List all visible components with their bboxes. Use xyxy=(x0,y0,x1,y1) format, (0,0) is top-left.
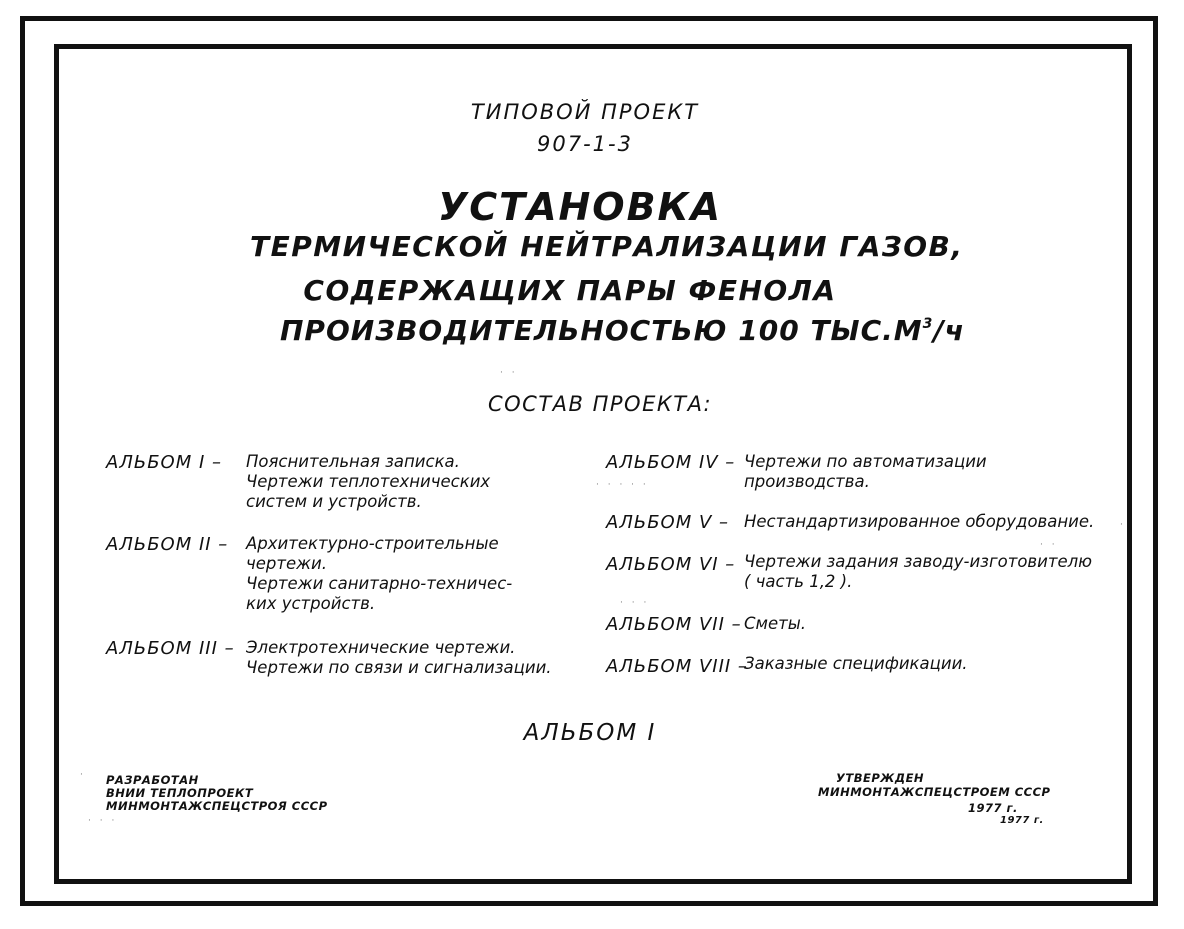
album-5-label: АЛЬБОМ V – xyxy=(606,512,730,533)
project-number: 907-1-3 xyxy=(537,132,633,156)
album-1-line: Чертежи теплотехнических xyxy=(246,472,491,491)
album-1-description xyxy=(246,452,490,512)
album-1-line: систем и устройств. xyxy=(246,492,422,511)
album-8-label: АЛЬБОМ VIII – xyxy=(606,656,748,677)
scan-speckle: · · · xyxy=(620,598,650,608)
scan-speckle: · xyxy=(80,770,86,780)
album-5-description xyxy=(744,512,1094,532)
album-7-label: АЛЬБОМ VII – xyxy=(606,614,742,635)
approved-line1: УТВЕРЖДЕН xyxy=(836,771,925,785)
album-4-description xyxy=(744,452,987,492)
project-capacity xyxy=(280,314,965,347)
capacity-text: ПРОИЗВОДИТЕЛЬНОСТЬЮ 100 ТЫС.М xyxy=(280,314,923,347)
album-6-line: Чертежи задания заводу-изготовителю xyxy=(744,552,1093,571)
album-3-description xyxy=(246,638,552,678)
album-6-line: ( часть 1,2 ). xyxy=(744,572,853,591)
capacity-unit: /ч xyxy=(933,314,965,347)
album-2-description xyxy=(246,534,512,614)
composition-title: СОСТАВ ПРОЕКТА: xyxy=(487,392,713,416)
album-6-label: АЛЬБОМ VI – xyxy=(606,554,736,575)
album-3-line: Электротехнические чертежи. xyxy=(246,638,516,657)
scan-speckle: · · · xyxy=(88,816,118,826)
album-2-line: чертежи. xyxy=(246,554,327,573)
album-3-label: АЛЬБОМ III – xyxy=(106,638,235,659)
approved-line2: МИНМОНТАЖСПЕЦСТРОЕМ СССР xyxy=(818,785,1051,799)
album-7-description xyxy=(744,614,806,634)
album-2-line: Архитектурно-строительные xyxy=(246,534,499,553)
album-5-line: Нестандартизированное оборудование. xyxy=(744,512,1095,531)
developed-block xyxy=(106,774,328,813)
developed-line: МИНМОНТАЖСПЕЦСТРОЯ СССР xyxy=(106,799,328,813)
current-album: АЛЬБОМ I xyxy=(523,720,657,746)
developed-line: ВНИИ ТЕПЛОПРОЕКТ xyxy=(106,786,254,800)
project-subtitle-line1: ТЕРМИЧЕСКОЙ НЕЙТРАЛИЗАЦИИ ГАЗОВ, xyxy=(250,230,964,263)
album-4-line: Чертежи по автоматизации xyxy=(744,452,987,471)
scan-speckle: · · xyxy=(1040,540,1058,550)
capacity-exponent: 3 xyxy=(922,316,934,332)
album-1-label: АЛЬБОМ I – xyxy=(106,452,222,473)
approved-year-stamp: 1977 г. xyxy=(1000,815,1044,826)
album-6-description xyxy=(744,552,1092,592)
album-3-line: Чертежи по связи и сигнализации. xyxy=(246,658,552,677)
scan-speckle: · · · · · xyxy=(596,480,649,490)
approved-year: 1977 г. xyxy=(968,801,1018,815)
project-subtitle-line2: СОДЕРЖАЩИХ ПАРЫ ФЕНОЛА xyxy=(303,274,837,307)
album-4-label: АЛЬБОМ IV – xyxy=(606,452,736,473)
project-series: ТИПОВОЙ ПРОЕКТ xyxy=(470,100,700,124)
album-7-line: Сметы. xyxy=(744,614,807,633)
album-4-line: производства. xyxy=(744,472,870,491)
album-1-line: Пояснительная записка. xyxy=(246,452,460,471)
album-8-line: Заказные спецификации. xyxy=(744,654,968,673)
scan-speckle: · xyxy=(1120,520,1126,530)
album-2-line: Чертежи санитарно-техничес- xyxy=(246,574,513,593)
scan-speckle: · · xyxy=(500,368,518,378)
album-2-label: АЛЬБОМ II – xyxy=(106,534,229,555)
project-title: УСТАНОВКА xyxy=(437,185,723,229)
album-8-description xyxy=(744,654,968,674)
album-2-line: ких устройств. xyxy=(246,594,376,613)
developed-line: РАЗРАБОТАН xyxy=(106,773,199,787)
